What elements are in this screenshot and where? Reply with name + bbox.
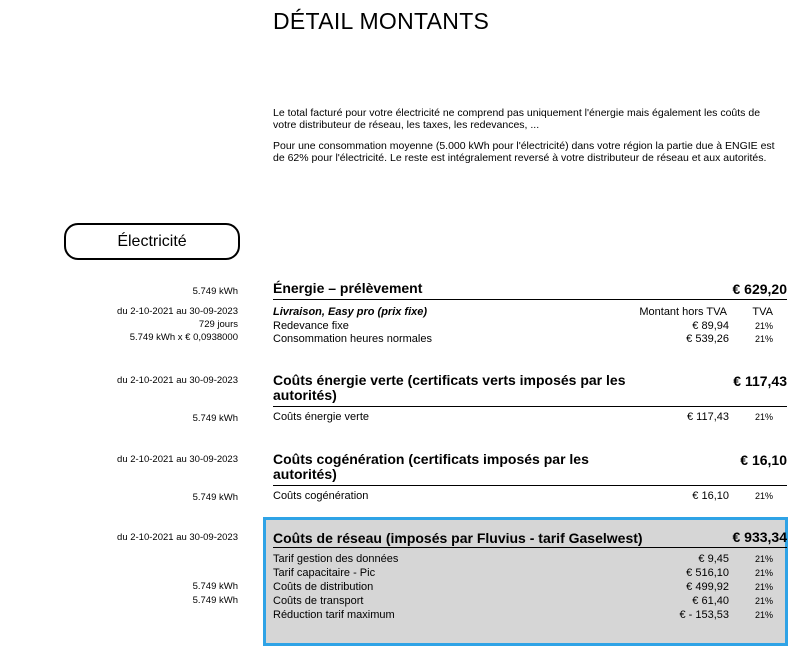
line-item-label: Coûts énergie verte [273,411,369,423]
line-item-label: Réduction tarif maximum [273,609,395,621]
section-label-text: Électricité [117,232,187,250]
energie-days: 729 jours [198,319,238,330]
line-item-amount: € 516,10 [686,567,729,579]
energie-total: € 629,20 [732,281,787,297]
line-item [273,410,787,424]
energie-product: Livraison, Easy pro (prix fixe) [273,306,428,318]
verte-total: € 117,43 [733,373,787,389]
line-item-label: Consommation heures normales [273,333,432,345]
energie-title: Énergie – prélèvement [273,280,423,296]
reseau-total: € 933,34 [732,529,787,545]
line-item [273,552,787,566]
line-item-vat: 21% [754,321,773,331]
line-item-vat: 21% [754,554,773,564]
line-item-label: Redevance fixe [273,320,349,332]
line-item-amount: € 117,43 [686,411,729,423]
intro-paragraph: Le total facturé pour votre électricité ne comprend pas uniquement l'énergie mais également les coûts de votre distributeur de réseau, les taxes, les redevances, ... [273,107,761,131]
line-item [273,566,787,580]
line-item-vat: 21% [754,491,773,501]
reseau-kwh: 5.749 kWh [192,595,238,606]
line-item [273,580,787,594]
section-label-electricite [64,223,240,260]
line-item-vat: 21% [754,412,773,422]
line-item [273,332,787,346]
reseau-section-header [273,530,787,548]
line-item-label: Coûts cogénération [273,490,369,502]
line-item-amount: € 89,94 [692,320,729,332]
col-header-vat: TVA [752,306,773,318]
line-item-label: Tarif gestion des données [273,553,399,565]
energie-period: du 2-10-2021 au 30-09-2023 [117,306,238,317]
verte-section-header [273,373,787,407]
line-item-label: Coûts de transport [273,595,364,607]
verte-kwh: 5.749 kWh [192,413,238,424]
verte-title: Coûts énergie verte (certificats verts imposés par les autorités) [273,372,626,403]
line-item-vat: 21% [754,610,773,620]
line-item-vat: 21% [754,582,773,592]
energie-section-header [273,280,787,300]
line-item [273,489,787,503]
energie-kwh: 5.749 kWh [192,286,238,297]
line-item-amount: € 539,26 [686,333,729,345]
line-item-label: Coûts de distribution [273,581,374,593]
line-item-amount: € 61,40 [692,595,729,607]
line-item-vat: 21% [754,568,773,578]
line-item-amount: € 16,10 [692,490,729,502]
verte-period: du 2-10-2021 au 30-09-2023 [117,375,238,386]
line-item [273,594,787,608]
line-item-label: Tarif capacitaire - Pic [273,567,376,579]
line-item-amount: € - 153,53 [679,609,729,621]
intro-paragraph: Pour une consommation moyenne (5.000 kWh pour l'électricité) dans votre région la partie due à ENGIE est de 62% pour l'électricité. Le reste est intégralement reversé à votre distributeur de réseau et aux autorités. [273,140,775,164]
cogen-total: € 16,10 [740,452,787,468]
cogen-period: du 2-10-2021 au 30-09-2023 [117,454,238,465]
line-item [273,319,787,333]
line-item-vat: 21% [754,596,773,606]
energie-product-row [273,305,787,319]
reseau-kwh: 5.749 kWh [192,581,238,592]
line-item-vat: 21% [754,334,773,344]
reseau-title: Coûts de réseau (imposés par Fluvius - tarif Gaselwest) [273,530,643,546]
line-item-amount: € 9,45 [698,553,729,565]
reseau-period: du 2-10-2021 au 30-09-2023 [117,532,238,543]
cogen-title: Coûts cogénération (certificats imposés par les autorités) [273,451,589,482]
cogen-kwh: 5.749 kWh [192,492,238,503]
line-item-amount: € 499,92 [686,581,729,593]
energie-calc: 5.749 kWh x € 0,0938000 [129,332,238,343]
col-header-amount: Montant hors TVA [639,306,727,318]
cogen-section-header [273,452,787,486]
line-item [273,608,787,622]
page-title: DÉTAIL MONTANTS [273,8,490,34]
